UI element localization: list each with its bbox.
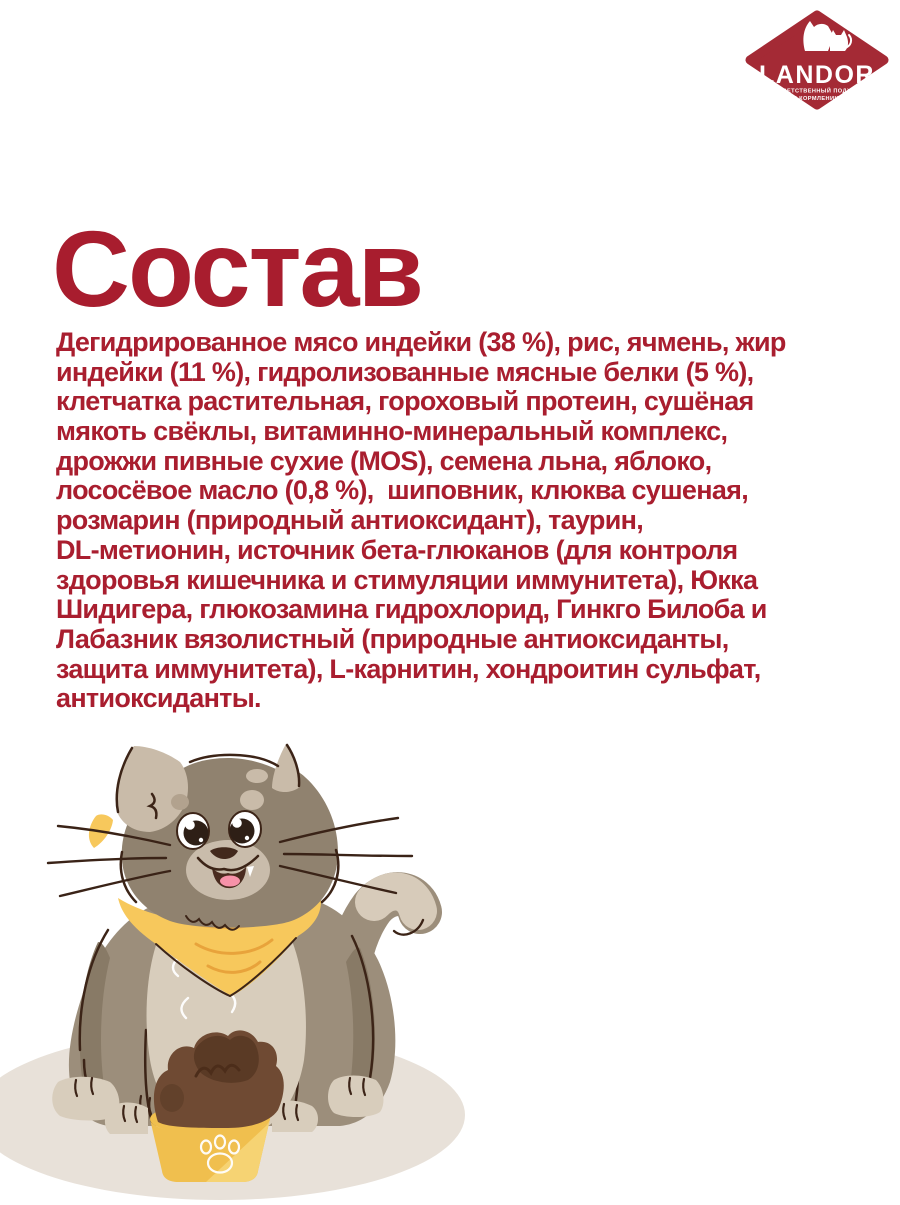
- composition-line: антиоксиданты.: [56, 683, 261, 714]
- logo-brand-text: LANDOR: [759, 61, 875, 89]
- composition-line: розмарин (природный антиоксидант), таурин,: [56, 505, 644, 536]
- cat-illustration: [0, 730, 480, 1200]
- brand-logo: [742, 10, 892, 116]
- composition-line: здоровья кишечника и стимуляции иммунитета), Юкка: [56, 564, 758, 595]
- composition-line: лососёвое масло (0,8 %), шиповник, клюква сушеная,: [56, 475, 749, 506]
- composition-line: клетчатка растительная, гороховый протеин, сушёная: [56, 386, 754, 417]
- composition-line: индейки (11 %), гидролизованные мясные белки (5 %),: [56, 356, 754, 387]
- cat-illustration-svg: [0, 730, 480, 1200]
- composition-line: Шидигера, глюкозамина гидрохлорид, Гинкго Билоба и: [56, 594, 767, 625]
- logo-tagline-line2: К КОРМЛЕНИЮ: [793, 96, 841, 102]
- composition-line: DL-метионин, источник бета-глюканов (для контроля: [56, 534, 738, 565]
- ear-patch-dot: [171, 794, 189, 810]
- composition-line: Дегидрированное мясо индейки (38 %), рис, ячмень, жир: [56, 327, 786, 357]
- composition-line: Лабазник вязолистный (природные антиоксиданты,: [56, 623, 729, 654]
- logo-tagline-line1: ОТВЕТСТВЕННЫЙ ПОДХОД: [773, 88, 861, 95]
- composition-line: защита иммунитета), L-карнитин, хондроитин сульфат,: [56, 653, 761, 684]
- page-title: Состав: [52, 208, 422, 329]
- composition-text: [56, 328, 786, 714]
- dog-and-cat-icon: [803, 21, 851, 51]
- composition-line: дрожжи пивные сухие (MOS), семена льна, яблоко,: [56, 445, 712, 476]
- composition-line: мякоть свёклы, витаминно-минеральный комплекс,: [56, 416, 728, 447]
- forehead-dot: [240, 790, 264, 810]
- cat-tongue: [220, 876, 240, 887]
- brand-logo-svg: [742, 10, 892, 116]
